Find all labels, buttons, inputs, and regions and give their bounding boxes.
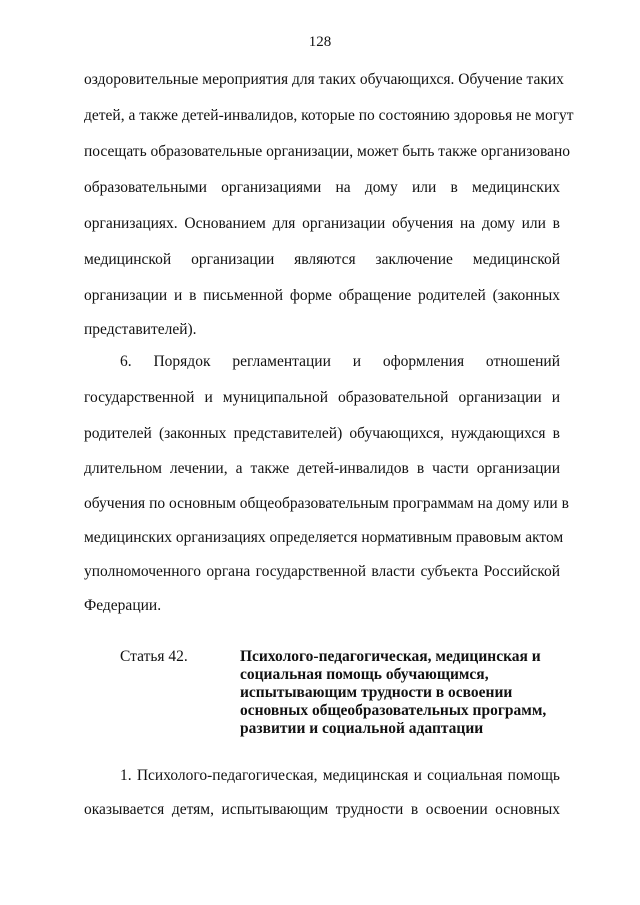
article-title-line: основных общеобразовательных программ, [240,702,547,719]
paragraph-line: организации и в письменной форме обращение родителей (законных [84,287,560,304]
paragraph-line: медицинской организации являются заключение медицинской [84,251,560,268]
article-title-line: развитии и социальной адаптации [240,720,484,737]
article-label: Статья 42. [120,648,188,665]
paragraph-line: Федерации. [84,597,162,614]
paragraph-line: 1. Психолого-педагогическая, медицинская и социальная помощь [120,767,560,784]
page-number: 128 [308,34,332,50]
paragraph-line: посещать образовательные организации, может быть также организовано [84,143,571,160]
paragraph-line: организациях. Основанием для организации обучения на дому или в [84,215,560,232]
paragraph-line: детей, а также детей-инвалидов, которые по состоянию здоровья не могут [84,107,574,124]
paragraph-line: оказывается детям, испытывающим трудности в освоении основных [84,801,560,818]
article-title-line: испытывающим трудности в освоении [240,684,513,701]
paragraph-line: оздоровительные мероприятия для таких обучающихся. Обучение таких [84,71,564,88]
paragraph-line: государственной и муниципальной образовательной организации и [84,389,560,406]
paragraph-line: уполномоченного органа государственной власти субъекта Российской [84,563,560,580]
paragraph-line: длительном лечении, а также детей-инвалидов в части организации [84,460,560,477]
paragraph-line: родителей (законных представителей) обучающихся, нуждающихся в [84,425,560,442]
paragraph-line: обучения по основным общеобразовательным программам на дому или в [84,495,569,512]
paragraph-line: медицинских организациях определяется нормативным правовым актом [84,529,564,546]
article-title [240,648,547,738]
article-title-line: социальная помощь обучающимся, [240,666,489,683]
article-title-line: Психолого-педагогическая, медицинская и [240,648,541,665]
paragraph-line: представителей). [84,321,197,338]
paragraph-line: образовательными организациями на дому или в медицинских [84,179,560,196]
paragraph-line: 6. Порядок регламентации и оформления отношений [120,353,560,370]
